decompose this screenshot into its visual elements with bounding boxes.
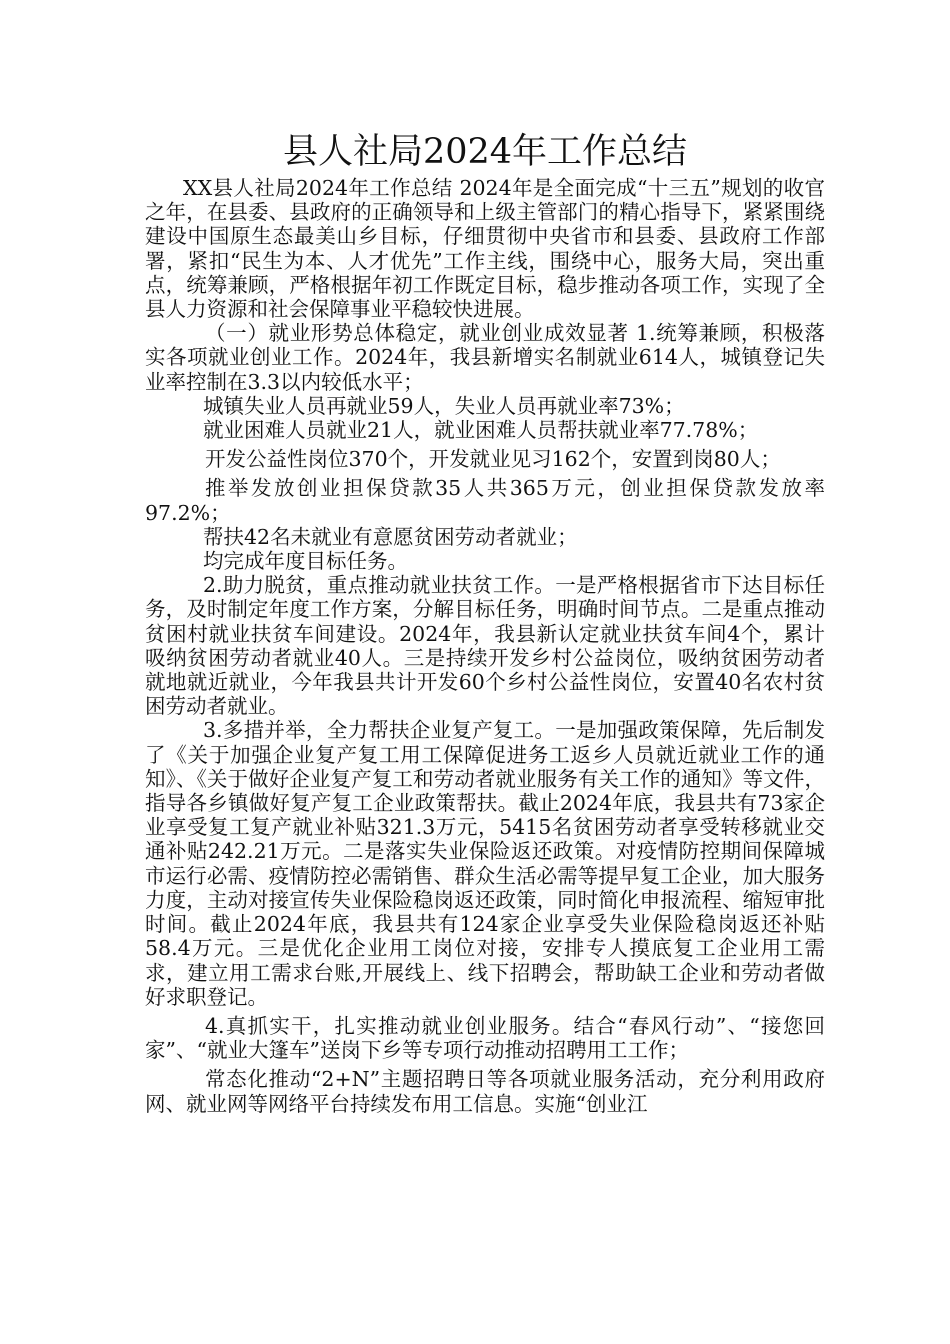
paragraph-poverty-help: 帮扶42名未就业有意愿贫困劳动者就业； xyxy=(203,524,578,549)
paragraph-public-posts: 开发公益性岗位370个，开发就业见习162个，安置到岗80人； xyxy=(205,447,781,472)
paragraph-section-1: （一）就业形势总体稳定，就业创业成效显著 1.统筹兼顾，积极落实各项就业创业工作。2024年，我县新增实名制就业614人，城镇登记失业率控制在3.3以内较低水平； xyxy=(145,321,825,394)
paragraph-targets-done: 均完成年度目标任务。 xyxy=(203,549,408,574)
paragraph-reemployment: 城镇失业人员再就业59人，失业人员再就业率73%； xyxy=(203,393,685,418)
paragraph-difficult-employment: 就业困难人员就业21人，就业困难人员帮扶就业率77.78%； xyxy=(203,418,759,443)
paragraph-section-3: 3.多措并举，全力帮扶企业复产复工。一是加强政策保障，先后制发了《关于加强企业复产复工用工保障促进务工返乡人员就近就业工作的通知》、《关于做好企业复产复工和劳动者就业服务有关工作的通知》等文件，指导各乡镇做好复产复工企业政策帮扶。截止2024年底，我县共有73家企业享受复工复产就业补贴321.3万元，5415名贫困劳动者享受转移就业交通补贴242.21万元。二是落实失业保险返还政策。对疫情防控期间保障城市运行必需、疫情防控必需销售、群众生活必需等提早复工企业，加大服务力度，主动对接宣传失业保险稳岗返还政策，同时简化申报流程、缩短审批时间。截止2024年底，我县共有124家企业享受失业保险稳岗返还补贴58.4万元。三是优化企业用工岗位对接，安排专人摸底复工企业用工需求，建立用工需求台账,开展线上、线下招聘会，帮助缺工企业和劳动者做好求职登记。 xyxy=(145,718,825,1009)
document-page xyxy=(145,128,825,1116)
paragraph-intro: XX县人社局2024年工作总结 2024年是全面完成“十三五”规划的收官之年，在县委、县政府的正确领导和上级主管部门的精心指导下，紧紧围绕建设中国原生态最美山乡目标，仔细贯彻中央省市和县委、县政府工作部署，紧扣“民生为本、人才优先”工作主线，围绕中心，服务大局，突出重点，统筹兼顾，严格根据年初工作既定目标，稳步推动各项工作，实现了全县人力资源和社会保障事业平稳较快进展。 xyxy=(145,176,825,322)
paragraph-section-2: 2.助力脱贫，重点推动就业扶贫工作。一是严格根据省市下达目标任务，及时制定年度工作方案，分解目标任务，明确时间节点。二是重点推动贫困村就业扶贫车间建设。2024年，我县新认定就业扶贫车间4个，累计吸纳贫困劳动者就业40人。三是持续开发乡村公益岗位，吸纳贫困劳动者就地就近就业，今年我县共计开发60个乡村公益性岗位，安置40名农村贫困劳动者就业。 xyxy=(145,573,825,719)
document-title: 县人社局2024年工作总结 xyxy=(282,132,688,172)
paragraph-loans: 推举发放创业担保贷款35人共365万元，创业担保贷款发放率97.2%； xyxy=(145,476,825,525)
paragraph-recruitment: 常态化推动“2+N”主题招聘日等各项就业服务活动，充分利用政府网、就业网等网络平台持续发布用工信息。实施“创业江 xyxy=(145,1067,825,1116)
paragraph-section-4: 4.真抓实干，扎实推动就业创业服务。结合“春风行动”、“接您回家”、“就业大篷车”送岗下乡等专项行动推动招聘用工工作； xyxy=(145,1013,825,1063)
document-body xyxy=(145,176,825,1116)
